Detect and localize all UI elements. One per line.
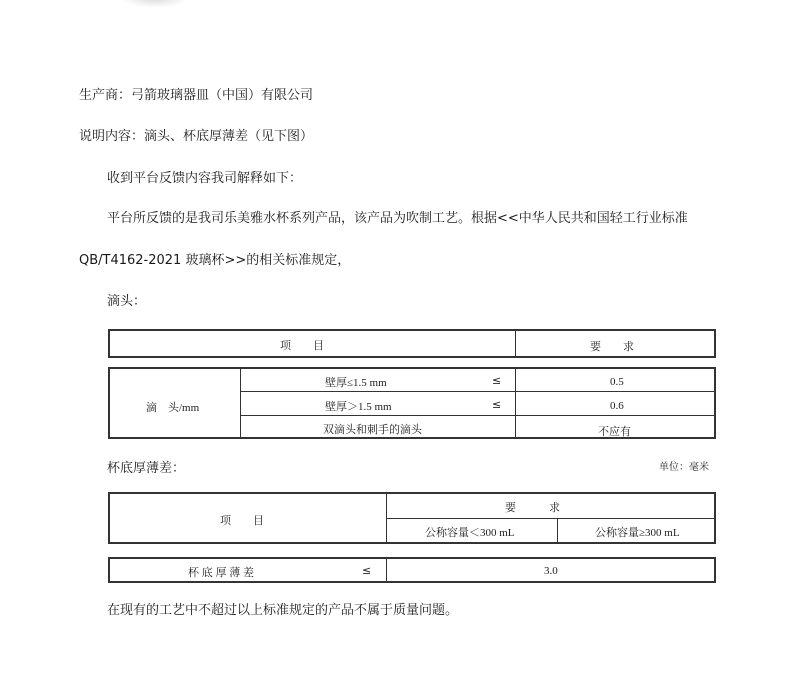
table1-header-requirement: 要 求 <box>590 341 634 353</box>
table1-row2-value: 0.6 <box>610 400 624 412</box>
table1-header <box>108 329 716 358</box>
paragraph-intro: 收到平台反馈内容我司解释如下： <box>107 171 303 186</box>
section-base-thickness-title: 杯底厚薄差： <box>107 461 186 476</box>
manufacturer-line: 生产商：弓箭玻璃器皿（中国）有限公司 <box>79 88 314 103</box>
table1-row1-symbol: ≤ <box>492 374 502 387</box>
section-drip-title: 滴头： <box>107 294 147 309</box>
table2-body <box>108 557 716 583</box>
unit-label: 单位：毫米 <box>659 462 709 473</box>
table1-row2-symbol: ≤ <box>492 398 502 411</box>
table1-header-divider <box>515 331 516 356</box>
description-line: 说明内容：滴头、杯底厚薄差（见下图） <box>79 129 314 144</box>
paragraph-standard-line2: QB/T4162-2021 玻璃杯>>的相关标准规定， <box>79 253 351 268</box>
table1-row1-condition: 壁厚≤1.5 mm <box>325 377 387 389</box>
conclusion-line: 在现有的工艺中不超过以上标准规定的产品不属于质量问题。 <box>107 603 459 618</box>
table2-sub-row-div <box>386 518 716 519</box>
table2-row-label: 杯 底 厚 薄 差 <box>188 567 254 579</box>
table2-header-requirement: 要 求 <box>505 502 560 514</box>
table1-col-div1 <box>240 369 241 437</box>
table2-body-col-div <box>386 559 387 581</box>
table1-row-div1 <box>240 391 716 392</box>
table2-row-symbol: ≤ <box>362 564 372 577</box>
table1-body <box>108 367 716 439</box>
table1-row2-condition: 壁厚＞1.5 mm <box>325 401 392 413</box>
table2-row-value: 3.0 <box>544 565 558 577</box>
table2-sub-right: 公称容量≥300 mL <box>595 527 680 539</box>
table1-header-item: 项 目 <box>280 340 324 352</box>
table1-row1-value: 0.5 <box>610 376 624 388</box>
table1-row3-value: 不应有 <box>598 426 631 438</box>
table2-header <box>108 492 716 544</box>
table1-row-label: 滴 头/mm <box>146 402 200 414</box>
scan-smudge <box>120 0 190 8</box>
table2-header-item: 项 目 <box>220 515 264 527</box>
table1-row-div2 <box>240 415 716 416</box>
paragraph-standard-line1: 平台所反馈的是我司乐美雅水杯系列产品，该产品为吹制工艺。根据<<中华人民共和国轻工行业标准 <box>107 211 688 226</box>
table2-sub-col-div <box>557 518 558 544</box>
table1-col-div2 <box>515 369 516 437</box>
table2-sub-left: 公称容量＜300 mL <box>425 527 515 539</box>
table1-row3-condition: 双滴头和刺手的滴头 <box>323 424 422 436</box>
